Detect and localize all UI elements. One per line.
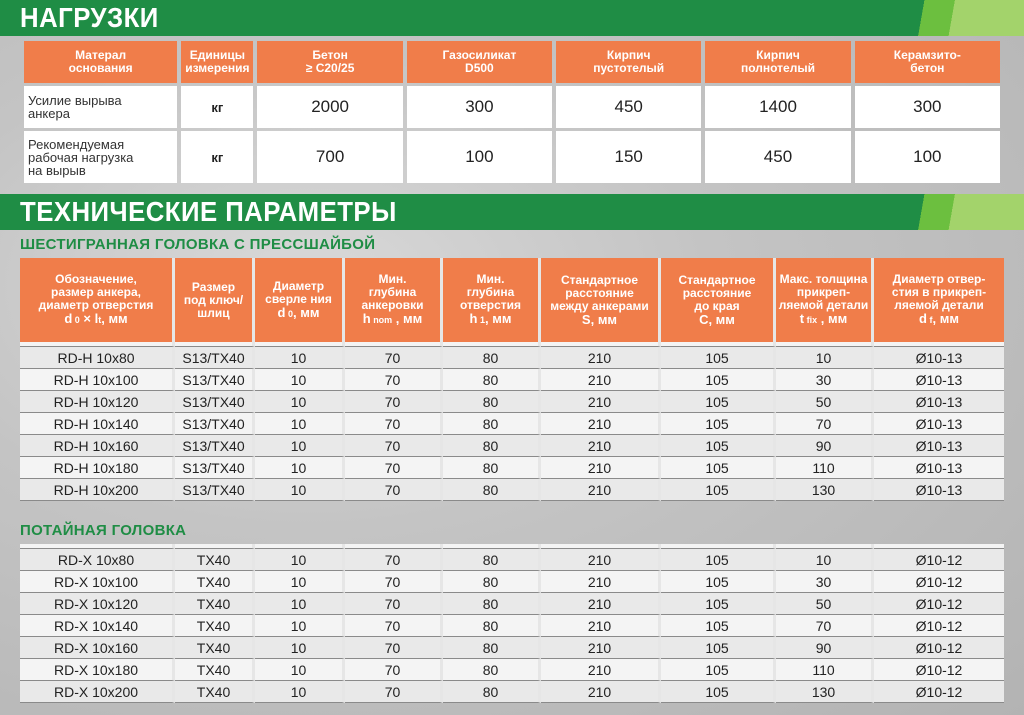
table-cell: RD-H 10x100 [20, 369, 175, 391]
table-cell: Ø10-12 [874, 681, 1004, 703]
loads-unit-cell: кг [181, 86, 253, 128]
table-cell: 210 [541, 615, 661, 637]
table-cell: Ø10-12 [874, 571, 1004, 593]
loads-header-cell: Единицы измерения [181, 41, 253, 83]
table-cell: RD-X 10x180 [20, 659, 175, 681]
table-cell: 210 [541, 637, 661, 659]
table-cell: 105 [661, 571, 776, 593]
tech-header-cell: Размер под ключ/ шлиц [175, 258, 255, 342]
tech-header-cell: Мин. глубина анкеровки h nom , мм [345, 258, 443, 342]
table-cell: 70 [776, 413, 874, 435]
table-cell: Ø10-13 [874, 347, 1004, 369]
loads-value-cell: 700 [257, 131, 402, 183]
table-cell: Ø10-13 [874, 369, 1004, 391]
table-cell: Ø10-12 [874, 615, 1004, 637]
table-cell: TX40 [175, 571, 255, 593]
table-cell: S13/TX40 [175, 479, 255, 501]
table-cell: Ø10-13 [874, 435, 1004, 457]
table-cell: S13/TX40 [175, 457, 255, 479]
table-row [20, 549, 1004, 571]
loads-header-cell: Керамзито- бетон [855, 41, 1000, 83]
loads-header-cell: Газосиликат D500 [407, 41, 552, 83]
table-cell: RD-H 10x140 [20, 413, 175, 435]
table-cell: 70 [345, 457, 443, 479]
table-cell: 105 [661, 637, 776, 659]
table-cell: S13/TX40 [175, 347, 255, 369]
table-row [20, 369, 1004, 391]
loads-value-cell: 100 [407, 131, 552, 183]
hex-subtitle: ШЕСТИГРАННАЯ ГОЛОВКА С ПРЕССШАЙБОЙ [20, 236, 376, 253]
loads-row-label: Рекомендуемая рабочая нагрузка на вырыв [24, 131, 177, 183]
table-cell: 70 [345, 615, 443, 637]
table-cell: 70 [345, 369, 443, 391]
table-cell: 210 [541, 413, 661, 435]
loads-value-cell: 300 [855, 86, 1000, 128]
tech-title: ТЕХНИЧЕСКИЕ ПАРАМЕТРЫ [20, 196, 397, 227]
table-cell: 105 [661, 435, 776, 457]
table-cell: 10 [255, 637, 345, 659]
csk-table [20, 544, 1004, 703]
table-cell: 110 [776, 457, 874, 479]
table-cell: 80 [443, 659, 541, 681]
table-cell: TX40 [175, 637, 255, 659]
table-cell: 70 [345, 347, 443, 369]
table-cell: 105 [661, 659, 776, 681]
table-cell: Ø10-12 [874, 637, 1004, 659]
loads-row [24, 131, 1000, 183]
loads-value-cell: 150 [556, 131, 701, 183]
table-cell: 10 [255, 593, 345, 615]
table-cell: 210 [541, 681, 661, 703]
loads-table [20, 38, 1004, 186]
table-cell: 10 [255, 347, 345, 369]
table-row [20, 659, 1004, 681]
loads-unit-cell: кг [181, 131, 253, 183]
loads-title: НАГРУЗКИ [20, 2, 159, 33]
table-cell: 210 [541, 593, 661, 615]
table-cell: Ø10-13 [874, 479, 1004, 501]
table-cell: 210 [541, 391, 661, 413]
table-cell: 80 [443, 571, 541, 593]
table-cell: 210 [541, 659, 661, 681]
table-cell: 10 [255, 571, 345, 593]
table-row [20, 347, 1004, 369]
table-cell: 70 [345, 413, 443, 435]
table-cell: 105 [661, 347, 776, 369]
table-cell: 70 [345, 659, 443, 681]
tech-header-cell: Стандартное расстояние между анкерами S, мм [541, 258, 661, 342]
table-cell: S13/TX40 [175, 413, 255, 435]
table-cell: 210 [541, 347, 661, 369]
loads-header-cell: Кирпич полнотелый [705, 41, 850, 83]
table-row [20, 571, 1004, 593]
loads-header-cell: Матерал основания [24, 41, 177, 83]
loads-banner [0, 0, 1024, 36]
table-cell: 210 [541, 479, 661, 501]
table-cell: 10 [776, 347, 874, 369]
table-cell: 80 [443, 369, 541, 391]
table-cell: 105 [661, 681, 776, 703]
table-cell: 10 [255, 457, 345, 479]
table-row [20, 479, 1004, 501]
table-cell: 10 [255, 615, 345, 637]
table-cell: 210 [541, 369, 661, 391]
table-cell: TX40 [175, 659, 255, 681]
table-cell: TX40 [175, 681, 255, 703]
banner-stripe [894, 0, 1024, 36]
table-cell: RD-X 10x200 [20, 681, 175, 703]
table-cell: 80 [443, 413, 541, 435]
table-cell: 210 [541, 549, 661, 571]
table-cell: 10 [255, 413, 345, 435]
table-cell: RD-H 10x120 [20, 391, 175, 413]
loads-value-cell: 300 [407, 86, 552, 128]
table-cell: 10 [255, 391, 345, 413]
table-cell: 10 [255, 369, 345, 391]
table-cell: 80 [443, 637, 541, 659]
table-cell: 80 [443, 347, 541, 369]
loads-value-cell: 1400 [705, 86, 850, 128]
loads-value-cell: 450 [556, 86, 701, 128]
table-cell: 110 [776, 659, 874, 681]
table-cell: TX40 [175, 615, 255, 637]
table-cell: 70 [345, 593, 443, 615]
table-cell: RD-X 10x80 [20, 549, 175, 571]
table-cell: 105 [661, 391, 776, 413]
table-cell: Ø10-12 [874, 659, 1004, 681]
table-cell: RD-X 10x120 [20, 593, 175, 615]
table-row [20, 593, 1004, 615]
table-cell: 105 [661, 457, 776, 479]
table-row [20, 435, 1004, 457]
table-row [20, 637, 1004, 659]
table-cell: 90 [776, 637, 874, 659]
loads-value-cell: 2000 [257, 86, 402, 128]
banner-stripe [894, 194, 1024, 230]
table-cell: 105 [661, 369, 776, 391]
table-cell: 70 [776, 615, 874, 637]
table-cell: 70 [345, 435, 443, 457]
table-cell: 80 [443, 615, 541, 637]
tech-banner [0, 194, 1024, 230]
table-cell: 80 [443, 435, 541, 457]
table-cell: 105 [661, 593, 776, 615]
table-cell: RD-H 10x160 [20, 435, 175, 457]
csk-subtitle: ПОТАЙНАЯ ГОЛОВКА [20, 522, 187, 539]
table-cell: 70 [345, 479, 443, 501]
table-row [20, 615, 1004, 637]
table-cell: 10 [255, 435, 345, 457]
table-cell: S13/TX40 [175, 435, 255, 457]
table-cell: 10 [255, 549, 345, 571]
table-cell: RD-H 10x180 [20, 457, 175, 479]
table-cell: RD-X 10x100 [20, 571, 175, 593]
table-cell: 70 [345, 637, 443, 659]
table-cell: Ø10-13 [874, 457, 1004, 479]
table-cell: 70 [345, 549, 443, 571]
table-cell: Ø10-12 [874, 593, 1004, 615]
table-cell: Ø10-13 [874, 413, 1004, 435]
table-cell: 130 [776, 479, 874, 501]
table-cell: TX40 [175, 549, 255, 571]
table-cell: Ø10-12 [874, 549, 1004, 571]
loads-row [24, 86, 1000, 128]
table-row [20, 391, 1004, 413]
loads-header-cell: Бетон ≥ C20/25 [257, 41, 402, 83]
table-cell: 105 [661, 479, 776, 501]
table-cell: 80 [443, 479, 541, 501]
table-cell: 70 [345, 571, 443, 593]
table-cell: 210 [541, 435, 661, 457]
table-cell: 80 [443, 681, 541, 703]
table-cell: 80 [443, 391, 541, 413]
table-row [20, 413, 1004, 435]
table-cell: 70 [345, 681, 443, 703]
loads-header-cell: Кирпич пустотелый [556, 41, 701, 83]
table-cell: RD-X 10x160 [20, 637, 175, 659]
table-cell: 210 [541, 457, 661, 479]
table-cell: 90 [776, 435, 874, 457]
tech-header-cell: Мин. глубина отверстия h 1, мм [443, 258, 541, 342]
table-cell: RD-H 10x200 [20, 479, 175, 501]
table-cell: 30 [776, 571, 874, 593]
loads-value-cell: 100 [855, 131, 1000, 183]
table-cell: S13/TX40 [175, 369, 255, 391]
tech-header-cell: Диаметр отвер- стия в прикреп- ляемой детали d f, мм [874, 258, 1004, 342]
tech-header-cell: Стандартное расстояние до края C, мм [661, 258, 776, 342]
tech-header-cell: Диаметр сверле ния d 0, мм [255, 258, 345, 342]
loads-row-label: Усилие вырыва анкера [24, 86, 177, 128]
table-cell: 10 [255, 479, 345, 501]
table-cell: 10 [255, 681, 345, 703]
table-cell: Ø10-13 [874, 391, 1004, 413]
loads-value-cell: 450 [705, 131, 850, 183]
table-cell: 70 [345, 391, 443, 413]
table-cell: RD-X 10x140 [20, 615, 175, 637]
table-cell: 10 [776, 549, 874, 571]
table-cell: 105 [661, 615, 776, 637]
hex-table [20, 258, 1004, 501]
table-cell: 30 [776, 369, 874, 391]
tech-header-cell: Макс. толщина прикреп- ляемой детали t fix , мм [776, 258, 874, 342]
tech-header-cell: Обозначение, размер анкера, диаметр отверстия d 0 × lt, мм [20, 258, 175, 342]
table-cell: 10 [255, 659, 345, 681]
table-cell: 50 [776, 391, 874, 413]
table-row [20, 681, 1004, 703]
table-cell: 210 [541, 571, 661, 593]
table-cell: 50 [776, 593, 874, 615]
table-cell: 80 [443, 457, 541, 479]
table-cell: RD-H 10x80 [20, 347, 175, 369]
table-cell: 80 [443, 593, 541, 615]
table-cell: TX40 [175, 593, 255, 615]
table-cell: 80 [443, 549, 541, 571]
table-cell: 105 [661, 549, 776, 571]
table-cell: 130 [776, 681, 874, 703]
table-cell: 105 [661, 413, 776, 435]
table-row [20, 457, 1004, 479]
table-cell: S13/TX40 [175, 391, 255, 413]
